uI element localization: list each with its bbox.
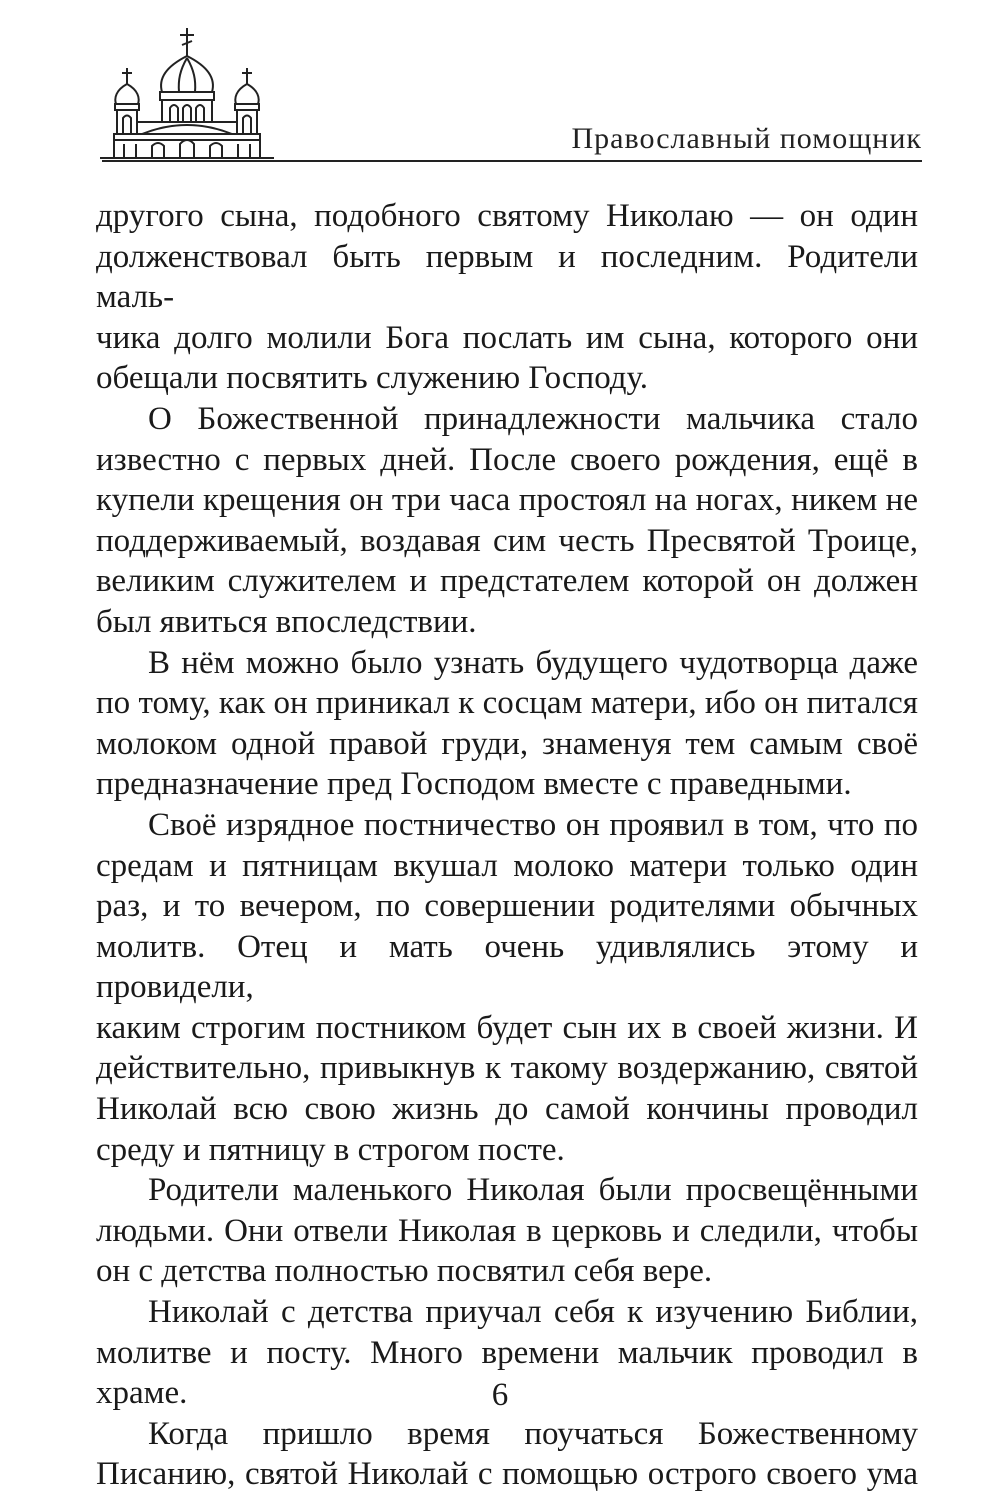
- text-line: обещали посвятить служению Господу.: [96, 360, 648, 397]
- text-line: чика долго молили Бога послать им сына, которого они: [96, 319, 918, 356]
- text-line: молитв. Отец и мать очень удивлялись этому и провидели,: [96, 928, 918, 1006]
- paragraph: [96, 196, 918, 399]
- text-line: купели крещения он три часа простоял на ногах, никем не: [96, 482, 918, 519]
- running-title: Православный помощник: [571, 122, 922, 155]
- text-line: Своё изрядное постничество он проявил в том, что по: [148, 806, 918, 843]
- text-line: каким строгим постником будет сын их в своей жизни. И: [96, 1009, 918, 1046]
- text-line: Когда пришло время поучаться Божественному: [148, 1415, 918, 1452]
- cathedral-domes-icon: [92, 18, 282, 168]
- text-line: людьми. Они отвели Николая в церковь и следили, чтобы: [96, 1212, 918, 1249]
- text-line: В нём можно было узнать будущего чудотворца даже: [148, 644, 918, 681]
- text-line: молоком одной правой груди, знаменуя тем самым своё: [96, 725, 918, 762]
- page-number: 6: [491, 1377, 509, 1413]
- header-rule: [102, 160, 922, 162]
- text-line: Николай с детства приучал себя к изучению Библии,: [148, 1294, 918, 1331]
- text-line: другого сына, подобного святому Николаю — он один: [96, 198, 918, 234]
- text-line: молитве и посту. Много времени мальчик проводил в храме.: [96, 1334, 918, 1412]
- paragraph: [96, 805, 918, 1170]
- paragraph: [96, 643, 918, 805]
- paragraph: [96, 1414, 918, 1495]
- running-header: [92, 18, 922, 168]
- text-line: предназначение пред Господом вместе с праведными.: [96, 766, 852, 803]
- text-line: Родители маленького Николая были просвещёнными: [148, 1172, 918, 1209]
- text-line: Николай всю свою жизнь до самой кончины проводил: [96, 1091, 918, 1128]
- text-line: известно с первых дней. После своего рождения, ещё в: [96, 441, 918, 478]
- text-line: средам и пятницам вкушал молоко матери только один: [96, 847, 918, 884]
- text-line: по тому, как он приникал к сосцам матери, ибо он питался: [96, 685, 918, 722]
- body-text: [96, 196, 918, 1495]
- paragraph: [96, 399, 918, 643]
- text-line: великим служителем и предстателем которой он должен: [96, 563, 918, 600]
- text-line: Писанию, святой Николай с помощью острого своего ума: [96, 1456, 918, 1493]
- text-line: среду и пятницу в строгом посте.: [96, 1131, 565, 1168]
- paragraph: [96, 1170, 918, 1292]
- text-line: он с детства полностью посвятил себя вере.: [96, 1253, 713, 1290]
- text-line: раз, и то вечером, по совершении родителями обычных: [96, 888, 918, 925]
- text-line: поддерживаемый, воздавая сим честь Пресвятой Троице,: [96, 522, 918, 559]
- text-line: был явиться впоследствии.: [96, 603, 477, 640]
- text-line: действительно, привыкнув к такому воздержанию, святой: [96, 1050, 918, 1087]
- text-line: долженствовал быть первым и последним. Родители маль-: [96, 238, 918, 316]
- text-line: О Божественной принадлежности мальчика стало: [148, 400, 918, 437]
